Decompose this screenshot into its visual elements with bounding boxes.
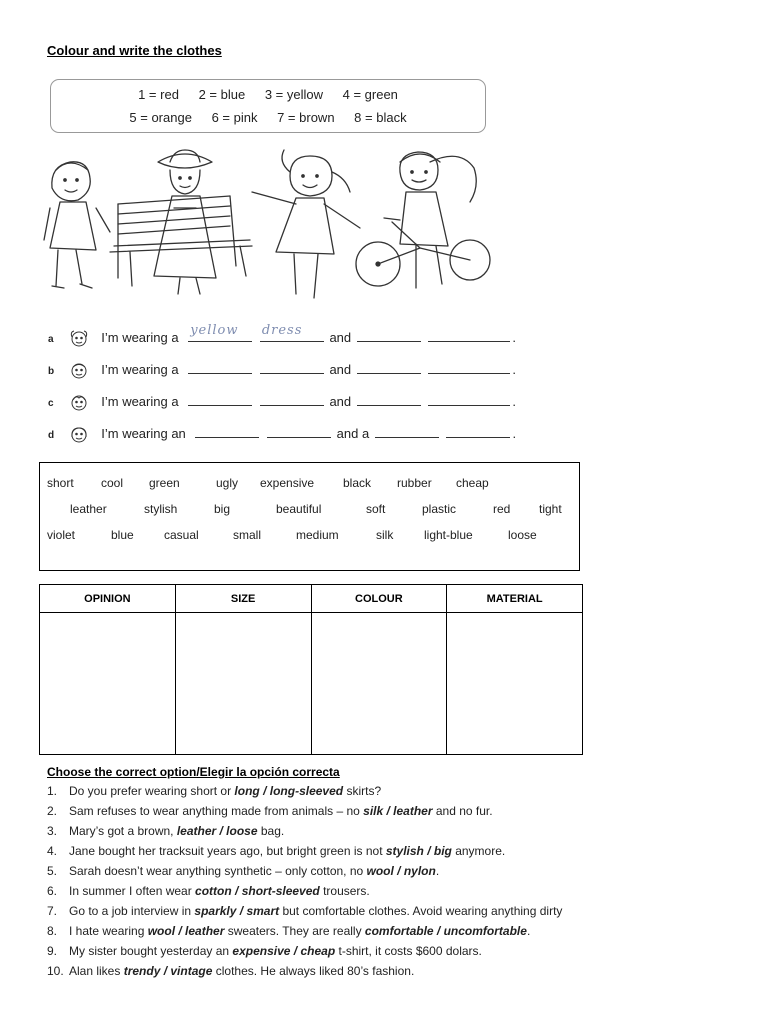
bench	[110, 196, 252, 286]
question-1	[47, 784, 381, 798]
answer-blank[interactable]	[188, 323, 252, 342]
question-option[interactable]: long / long-sleeved	[234, 784, 344, 798]
colour-key-item: 4 = green	[342, 87, 398, 102]
answer-blank[interactable]	[357, 359, 421, 374]
question-text: skirts?	[343, 784, 382, 798]
word-bank-item: blue	[111, 528, 134, 542]
answer-blank[interactable]	[428, 359, 510, 374]
question-4	[47, 844, 505, 858]
question-text: .	[435, 864, 440, 878]
question-10	[47, 964, 414, 978]
word-bank-item: tight	[539, 502, 562, 516]
colour-cell[interactable]	[311, 613, 447, 755]
boy-with-bicycle	[356, 152, 490, 288]
sentence-letter: b	[48, 366, 55, 377]
question-5	[47, 864, 439, 878]
word-bank-item: black	[343, 476, 372, 490]
question-text: bag.	[257, 824, 285, 838]
answer-blank[interactable]	[260, 391, 324, 406]
answer-blank[interactable]	[375, 423, 439, 438]
word-bank-item: loose	[508, 528, 537, 542]
question-option[interactable]: sparkly / smart	[194, 904, 280, 918]
word-bank-item: casual	[164, 528, 199, 542]
colour-key-row-2	[51, 110, 485, 125]
sentence-start: I’m wearing an	[101, 426, 186, 441]
category-table	[39, 584, 583, 755]
handwritten-answer: dress	[261, 323, 303, 338]
sentence-letter: a	[48, 334, 54, 345]
boy-figure-left	[44, 162, 110, 288]
question-number: 7.	[47, 904, 58, 918]
word-bank-item: violet	[47, 528, 76, 542]
sentence-and: and	[329, 362, 352, 377]
question-option[interactable]: stylish / big	[385, 844, 452, 858]
word-bank-item: cheap	[456, 476, 489, 490]
question-text: .	[526, 924, 531, 938]
answer-blank[interactable]	[188, 391, 252, 406]
colour-key-item: 5 = orange	[129, 110, 192, 125]
question-number: 1.	[47, 784, 58, 798]
worksheet-title: Colour and write the clothes	[47, 43, 222, 58]
answer-blank[interactable]	[357, 391, 421, 406]
question-text: Alan likes	[69, 964, 124, 978]
sentence-end: .	[512, 362, 517, 377]
question-text: In summer I often wear	[69, 884, 196, 898]
question-option[interactable]: leather / loose	[176, 824, 258, 838]
question-number: 3.	[47, 824, 58, 838]
opinion-cell[interactable]	[40, 613, 176, 755]
question-number: 10.	[47, 964, 64, 978]
question-option[interactable]: wool / nylon	[366, 864, 436, 878]
question-number: 5.	[47, 864, 58, 878]
word-bank-item: plastic	[422, 502, 457, 516]
boy-face-icon	[68, 361, 90, 381]
word-bank-item: medium	[296, 528, 339, 542]
sentence-and: and	[329, 330, 352, 345]
sentence-start: I’m wearing a	[101, 330, 179, 345]
word-bank-item: short	[47, 476, 74, 490]
question-option[interactable]: comfortable / uncomfortable	[364, 924, 527, 938]
word-bank-item: stylish	[144, 502, 178, 516]
sentence-start: I’m wearing a	[101, 394, 179, 409]
colour-key-item: 2 = blue	[198, 87, 246, 102]
question-text: Sarah doesn’t wear anything synthetic – only cotton, no	[69, 864, 367, 878]
answer-blank[interactable]	[428, 391, 510, 406]
children-illustration	[40, 148, 495, 306]
header-colour: COLOUR	[311, 585, 447, 613]
sentence-start: I’m wearing a	[101, 362, 179, 377]
word-bank-item: light-blue	[424, 528, 473, 542]
answer-blank[interactable]	[357, 327, 421, 342]
word-bank-item: small	[233, 528, 262, 542]
question-number: 4.	[47, 844, 58, 858]
question-option[interactable]: cotton / short-sleeved	[195, 884, 320, 898]
question-option[interactable]: trendy / vintage	[123, 964, 213, 978]
colour-key-row-1	[51, 87, 485, 102]
question-6	[47, 884, 370, 898]
question-number: 6.	[47, 884, 58, 898]
sentence-end: .	[512, 394, 517, 409]
handwritten-answer: yellow	[190, 323, 239, 338]
question-9	[47, 944, 482, 958]
word-bank-item: green	[149, 476, 180, 490]
answer-blank[interactable]	[260, 323, 324, 342]
question-text: Sam refuses to wear anything made from animals – no	[69, 804, 364, 818]
question-text: clothes. He always liked 80’s fashion.	[212, 964, 415, 978]
answer-blank[interactable]	[188, 359, 252, 374]
table-header-row	[40, 585, 583, 613]
boy-face-icon	[68, 393, 90, 413]
question-7	[47, 904, 562, 918]
question-text: I hate wearing	[69, 924, 148, 938]
question-text: My sister bought yesterday an	[69, 944, 233, 958]
colour-key-item: 6 = pink	[211, 110, 258, 125]
question-text: anymore.	[451, 844, 506, 858]
sentence-c	[48, 391, 516, 411]
question-option[interactable]: wool / leather	[147, 924, 225, 938]
girl-with-hat	[154, 150, 216, 294]
word-bank-item: expensive	[260, 476, 315, 490]
word-bank-item: cool	[101, 476, 124, 490]
sentence-d	[48, 423, 516, 443]
answer-blank[interactable]	[260, 359, 324, 374]
word-bank-item: soft	[366, 502, 386, 516]
header-opinion: OPINION	[40, 585, 176, 613]
girl-face-icon	[68, 425, 90, 445]
answer-blank[interactable]	[428, 327, 510, 342]
question-text: sweaters. They are really	[224, 924, 365, 938]
header-material: MATERIAL	[447, 585, 583, 613]
question-text: Do you prefer wearing short or	[69, 784, 235, 798]
answer-blank[interactable]	[446, 423, 510, 438]
question-number: 2.	[47, 804, 58, 818]
sentence-letter: d	[48, 430, 55, 441]
header-size: SIZE	[175, 585, 311, 613]
colour-key-item: 8 = black	[354, 110, 407, 125]
sentence-and: and a	[336, 426, 370, 441]
word-bank-item: ugly	[216, 476, 239, 490]
question-text: and no fur.	[432, 804, 493, 818]
sentence-letter: c	[48, 398, 54, 409]
colour-key-item: 7 = brown	[277, 110, 335, 125]
question-8	[47, 924, 530, 938]
table-row	[40, 613, 583, 755]
material-cell[interactable]	[447, 613, 583, 755]
sentence-a	[48, 323, 517, 347]
section2-title: Choose the correct option/Elegir la opción correcta	[47, 765, 340, 779]
sentence-and: and	[329, 394, 352, 409]
word-bank	[39, 462, 580, 571]
question-number: 9.	[47, 944, 58, 958]
sentence-b	[48, 359, 516, 379]
question-text: trousers.	[319, 884, 370, 898]
question-text: Go to a job interview in	[69, 904, 195, 918]
question-3	[47, 824, 284, 838]
question-text: Jane bought her tracksuit years ago, but bright green is not	[69, 844, 386, 858]
sentence-end: .	[512, 426, 517, 441]
sentence-end: .	[512, 330, 517, 345]
question-text: but comfortable clothes. Avoid wearing anything dirty	[279, 904, 563, 918]
word-bank-item: red	[493, 502, 511, 516]
word-bank-item: silk	[376, 528, 394, 542]
colour-key-box	[50, 79, 486, 133]
girl-with-pigtails	[252, 150, 360, 298]
answer-blank[interactable]	[195, 423, 259, 438]
question-option[interactable]: expensive / cheap	[232, 944, 336, 958]
word-bank-item: beautiful	[276, 502, 322, 516]
question-number: 8.	[47, 924, 58, 938]
question-text: Mary’s got a brown,	[69, 824, 177, 838]
word-bank-item: rubber	[397, 476, 432, 490]
question-2	[47, 804, 493, 818]
question-option[interactable]: silk / leather	[363, 804, 433, 818]
word-bank-item: big	[214, 502, 231, 516]
answer-blank[interactable]	[267, 423, 331, 438]
colour-key-item: 1 = red	[138, 87, 179, 102]
colour-key-item: 3 = yellow	[264, 87, 323, 102]
size-cell[interactable]	[175, 613, 311, 755]
girl-face-icon	[68, 329, 90, 349]
word-bank-item: leather	[70, 502, 107, 516]
question-text: t-shirt, it costs $600 dolars.	[335, 944, 482, 958]
